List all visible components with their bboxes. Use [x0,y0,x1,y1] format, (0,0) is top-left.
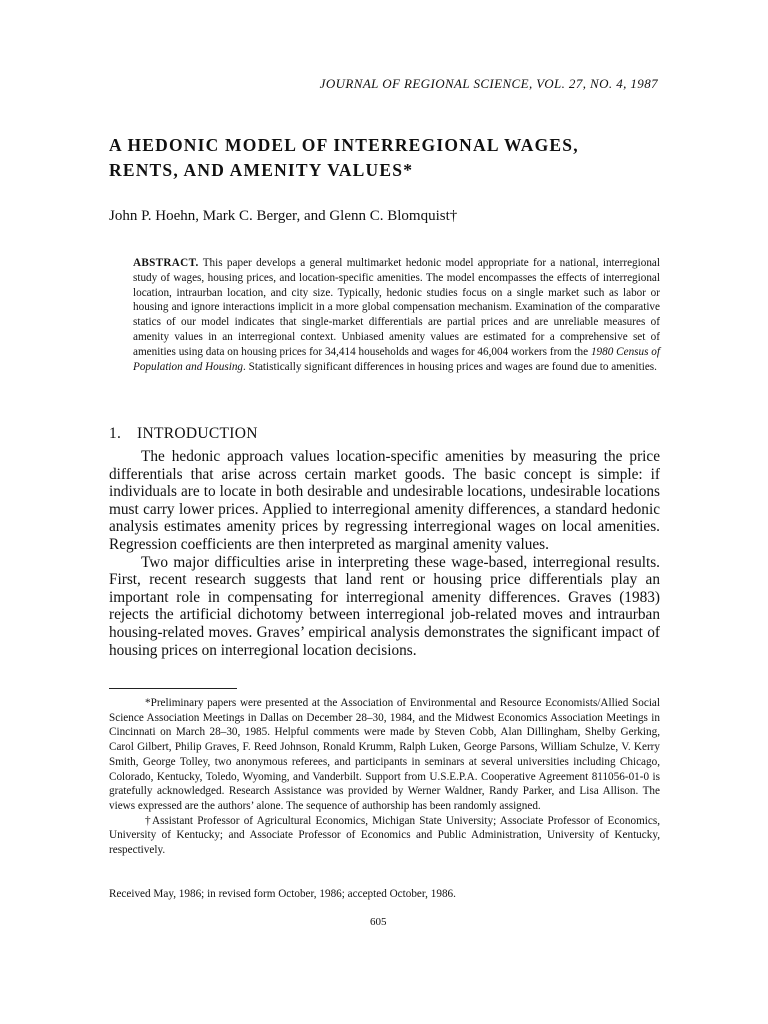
section-number: 1. [109,425,122,442]
abstract [133,256,660,374]
body-paragraph: Two major difficulties arise in interpreting these wage-based, interregional results. First, recent research suggests that land rent or housing price differentials play an important role in compensating for interregional amenity differences. Graves (1983) rejects the artificial dichotomy between interregional job-related moves and intraurban housing-related moves. Graves’ empirical analysis demonstrates the significant impact of housing prices on interregional location decisions. [109,553,660,659]
author-list: John P. Hoehn, Mark C. Berger, and Glenn C. Blomquist† [109,208,458,224]
abstract-text-part2: . Statistically significant differences in housing prices and wages are found due to amenities. [243,360,657,373]
footnotes [109,696,660,858]
page-number: 605 [370,916,387,928]
abstract-text-part1: This paper develops a general multimarket hedonic model appropriate for a national, interregional study of wages, housing prices, and location-specific amenities. The model encompasses the effects of interregional location, intraurban location, and city size. Typically, hedonic studies focus on a single market such as labor or housing and ignore interactions implicit in a more global compensation mechanism. Examination of the comparative statics of our model indicates that single-market differentials are partial prices and are unreliable measures of amenity values in an interregional context. Unbiased amenity values are estimated for a comprehensive set of amenities using data on housing prices for 34,414 households and wages for 46,004 workers from the [133,257,660,358]
section-title: INTRODUCTION [137,425,258,442]
journal-header: JOURNAL OF REGIONAL SCIENCE, VOL. 27, NO. 4, 1987 [319,76,658,91]
paper-title [109,133,669,183]
footnote-divider [109,688,237,689]
received-dates: Received May, 1986; in revised form October, 1986; accepted October, 1986. [109,888,456,900]
footnote-affiliations: †Assistant Professor of Agricultural Economics, Michigan State University; Associate Professor of Economics, University of Kentucky; and Associate Professor of Economics and Public Administration, University of Kentucky, respectively. [109,814,660,857]
body-paragraph: The hedonic approach values location-specific amenities by measuring the price differentials that arise across certain market goods. The basic concept is simple: if individuals are to locate in both desirable and undesirable locations, undesirable locations must carry lower prices. Applied to interregional amenity differences, a standard hedonic analysis estimates amenity prices by regressing interregional wages on local amenities. Regression coefficients are then interpreted as marginal amenity values. [109,448,660,553]
abstract-census-title: 1980 Census of Population and Housing [133,345,661,373]
abstract-label: ABSTRACT. [133,257,199,269]
section-heading [109,425,258,443]
body-text [109,448,660,659]
title-line-1: A HEDONIC MODEL OF INTERREGIONAL WAGES, [109,135,579,155]
footnote-acknowledgements: *Preliminary papers were presented at the Association of Environmental and Resource Economists/Allied Social Science Association Meetings in Dallas on December 28–30, 1984, and the Midwest Economics Association Meetings in Cincinnati on March 28–30, 1985. Helpful comments were made by Steven Cobb, Alan Dillingham, Shelby Gerking, Carol Gilbert, Philip Graves, F. Reed Johnson, Ronald Krumm, Ralph Luken, George Parsons, William Schulze, V. Kerry Smith, George Tolley, two anonymous referees, and participants in seminars at several universities including Chicago, Colorado, Kentucky, Toledo, Wyoming, and Vanderbilt. Support from U.S.E.P.A. Cooperative Agreement 811056-01-0 is gratefully acknowledged. Research Assistance was provided by Werner Waldner, Randy Parker, and Lisa Allison. The views expressed are the authors’ alone. The sequence of authorship has been randomly assigned. [109,697,660,812]
title-line-2: RENTS, AND AMENITY VALUES* [109,160,414,180]
